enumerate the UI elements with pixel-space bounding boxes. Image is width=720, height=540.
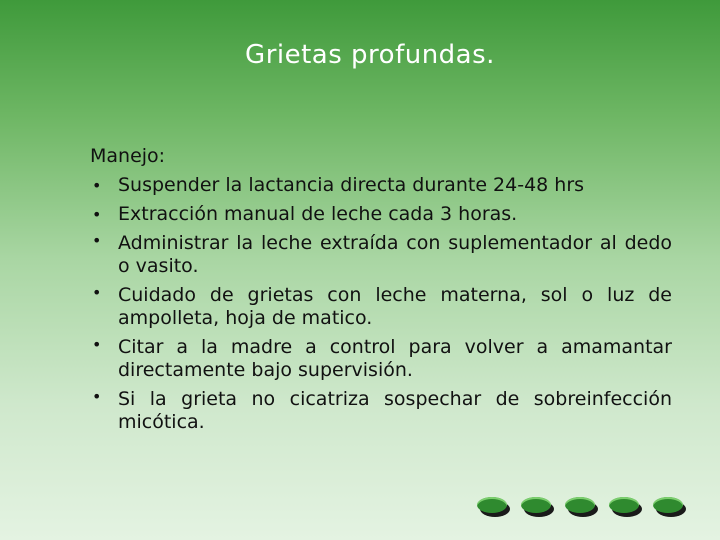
slide-nav-dots: [477, 494, 687, 524]
bullet-item: [90, 200, 672, 229]
intro-label: Manejo:: [90, 145, 166, 167]
bullet-marker: •: [92, 387, 102, 406]
bullet-list: [90, 171, 672, 437]
bullet-text: Cuidado de grietas con leche materna, sol o luz de ampolleta, hoja de matico.: [118, 284, 672, 329]
bullet-text: Si la grieta no cicatriza sospechar de sobreinfección micótica.: [118, 388, 672, 433]
green-dot-icon: [565, 497, 595, 513]
green-dot-icon: [477, 497, 507, 513]
nav-dot-1[interactable]: [477, 494, 507, 516]
bullet-text: Suspender la lactancia directa durante 24-48 hrs: [118, 174, 585, 196]
bullet-item: [90, 385, 672, 437]
nav-dot-2[interactable]: [521, 494, 551, 516]
bullet-item: [90, 229, 672, 281]
green-dot-icon: [521, 497, 551, 513]
bullet-text: Extracción manual de leche cada 3 horas.: [118, 203, 518, 225]
bullet-item: [90, 281, 672, 333]
slide-title: Grietas profundas.: [245, 40, 495, 70]
nav-dot-5[interactable]: [653, 494, 683, 516]
nav-dot-4[interactable]: [609, 494, 639, 516]
bullet-item: [90, 333, 672, 385]
bullet-marker: •: [92, 231, 102, 250]
bullet-text: Citar a la madre a control para volver a amamantar directamente bajo supervisión.: [118, 336, 672, 381]
green-dot-icon: [653, 497, 683, 513]
bullet-item: [90, 171, 672, 200]
bullet-marker: •: [92, 335, 102, 354]
bullet-marker: •: [92, 283, 102, 302]
nav-dot-3[interactable]: [565, 494, 595, 516]
slide-content: [90, 142, 672, 437]
bullet-text: Administrar la leche extraída con suplementador al dedo o vasito.: [118, 232, 672, 277]
green-dot-icon: [609, 497, 639, 513]
bullet-marker: •: [92, 176, 102, 195]
bullet-marker: •: [92, 205, 102, 224]
